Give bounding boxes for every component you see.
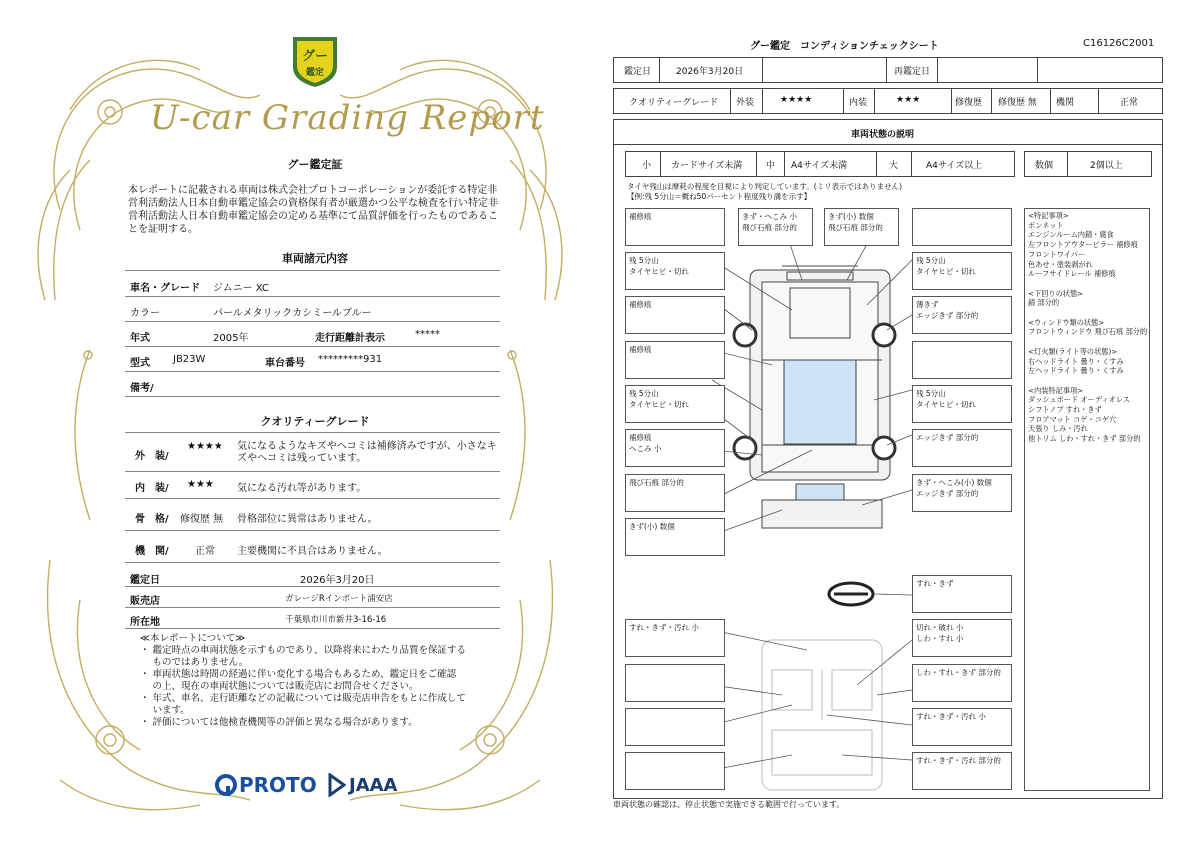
special-note-line: 天張り しみ・汚れ xyxy=(1028,424,1088,434)
damage-box-left-2: 残 5分山 タイヤヒビ・切れ xyxy=(625,252,725,290)
damage-box-right-5: 残 5分山 タイヤヒビ・切れ xyxy=(912,385,1012,423)
damage-box-left-11 xyxy=(625,708,725,746)
special-notes-list xyxy=(1028,211,1146,444)
car-interior-view xyxy=(762,640,882,790)
jaaa-mark-icon xyxy=(328,773,346,797)
damage-box-left-10 xyxy=(625,664,725,702)
goo-appraisal-badge xyxy=(289,33,341,89)
car-top-view xyxy=(750,266,890,528)
damage-box-left-12 xyxy=(625,752,725,790)
special-note-line: フロアマット コゲ・コゲ穴 xyxy=(1028,414,1117,424)
special-note-line xyxy=(1028,279,1146,289)
sheet-footer: 車両状態の確認は、停止状態で実施できる範囲で行っています。 xyxy=(613,800,845,809)
report-title: U-car Grading Report xyxy=(150,98,545,138)
damage-box-right-9: 切れ・破れ 小 しわ・すれ 小 xyxy=(912,619,1012,657)
sheet-title: グー鑑定 コンディションチェックシート xyxy=(750,41,939,52)
special-note-line: ダッシュボード オーディオレス xyxy=(1028,395,1130,405)
special-note-line: ルーフサイドレール 補修痕 xyxy=(1028,269,1116,279)
spec-row-model: 型式 JB23W 車台番号 *********931 xyxy=(125,347,500,372)
special-note-line: <灯火類(ライト等の状態)> xyxy=(1028,346,1118,356)
damage-box-left-8: きず(小) 数個 xyxy=(625,518,725,556)
date-row: 鑑定日 2026年3月20日 再鑑定日 xyxy=(613,57,1163,83)
sheet-code: C16126C2001 xyxy=(1083,38,1155,49)
special-note-line: ボンネット xyxy=(1028,220,1064,230)
quality-row-interior: 内 装/ ★★★ 気になる汚れ等があります。 xyxy=(125,472,500,499)
damage-box-left-7: 飛び石痕 部分的 xyxy=(625,474,725,512)
special-note-line: <下回りの状態> xyxy=(1028,288,1084,298)
steering-wheel-icon xyxy=(829,583,873,605)
spec-heading: 車両諸元内容 xyxy=(282,252,348,265)
svg-text:鑑定: 鑑定 xyxy=(305,68,325,78)
damage-box-left-1: 補修痕 xyxy=(625,208,725,246)
appraisal-date-row: 鑑定日 2026年3月20日 xyxy=(125,566,500,587)
special-note-line: 色あせ・塗装剥がれ xyxy=(1028,259,1093,269)
special-note-line: <特記事項> xyxy=(1028,211,1069,220)
certificate-intro: 本レポートに記載される車両は株式会社プロトコーポレーションが委託する特定非営利活動法人日本自動車鑑定協会の資格保有者が厳選かつ公平な検査を行い特定非営利活動法人日本自動車鑑定協会の定める基準にて品質評価を行ったものであることを証明する。 xyxy=(128,185,498,235)
spec-row-name: 車名・グレード ジムニー XC xyxy=(125,272,500,297)
special-note-line: 錆 部分的 xyxy=(1028,298,1060,308)
special-note-line xyxy=(1028,337,1146,347)
special-note-line: <ウィンドウ類の状態> xyxy=(1028,317,1105,327)
tire-note: タイヤ残山は摩耗の程度を目視により判定しています。(ミリ表示ではありません) xyxy=(627,182,903,191)
special-note-line: フロントワイパー xyxy=(1028,249,1086,259)
count-legend: 数個 2個以上 xyxy=(1024,151,1152,177)
special-note-line: 左フロントアウターピラー 補修痕 xyxy=(1028,240,1138,250)
damage-box-right-2: 残 5分山 タイヤヒビ・切れ xyxy=(912,252,1012,290)
damage-box-right-3: 薄きず エッジきず 部分的 xyxy=(912,296,1012,334)
quality-heading: クオリティーグレード xyxy=(260,415,370,428)
special-note-line: 左ヘッドライト 曇り・くすみ xyxy=(1028,366,1124,376)
report-notes: ≪本レポートについて≫ ・ 鑑定時点の車両状態を示すものであり、以降将来にわたり品質を保証する ものではありません。 ・ 車両状態は時間の経過に伴い変化する場合もあるため、鑑定日をご確認 の上、現在の車両状態については販売店にお問合せください。 ・ 年式、車名、走行距離などの記載については販売店申告をもとに作成して います。 ・ 評価については他検査機関等の評価と異なる場合があります。 xyxy=(140,633,467,728)
damage-box-left-5: 残 5分山 タイヤヒビ・切れ xyxy=(625,385,725,423)
tire-example: 【例:残 5分山＝概ね50パーセント程度残り溝を示す】 xyxy=(627,192,812,201)
spec-row-remarks: 備考/ xyxy=(125,372,500,397)
damage-box-right-12: すれ・きず・汚れ 部分的 xyxy=(912,752,1012,790)
spec-row-year: 年式 2005年 走行距離計表示 ***** xyxy=(125,322,500,347)
special-note-line: <内装特記事項> xyxy=(1028,385,1084,395)
special-note-line: シフトノブ すれ・きず xyxy=(1028,405,1102,414)
size-legend: 小 カードサイズ未満 中 A4サイズ未満 大 A4サイズ以上 xyxy=(625,151,1015,177)
special-note-line: フロントウィンドウ 飛び石痕 部分的 xyxy=(1028,327,1148,337)
certificate-heading: グー鑑定証 xyxy=(287,158,343,171)
quality-row-exterior: 外 装/ ★★★★ 気になるようなキズやヘコミは補修済みですが、小さなキズやヘコミは残っています。 xyxy=(125,435,500,472)
damage-box-hood-left: きず・へこみ 小 飛び石痕 部分的 xyxy=(738,208,813,246)
jaaa-logo: JAAA xyxy=(328,772,398,798)
explanation-heading: 車両状態の説明 xyxy=(851,130,915,140)
address-row: 所在地 千葉県市川市新井3-16-16 xyxy=(125,608,500,629)
special-note-line: 右ヘッドライト 曇り・くすみ xyxy=(1028,356,1124,366)
quality-row-engine: 機 関/ 正常 主要機関に不具合はありません。 xyxy=(125,535,500,563)
special-note-line: 他トリム しわ・すれ・きず 部分的 xyxy=(1028,434,1141,444)
damage-box-right-7: きず・へこみ(小) 数個 エッジきず 部分的 xyxy=(912,474,1012,512)
damage-box-right-11: すれ・きず・汚れ 小 xyxy=(912,708,1012,746)
damage-box-right-10: しわ・すれ・きず 部分的 xyxy=(912,664,1012,702)
shop-row: 販売店 ガレージRインポート浦安店 xyxy=(125,587,500,608)
svg-text:グー: グー xyxy=(301,49,329,64)
damage-box-left-3: 補修痕 xyxy=(625,296,725,334)
proto-mark-icon xyxy=(215,774,237,796)
special-notes-panel xyxy=(1024,208,1150,791)
damage-box-right-1 xyxy=(912,208,1012,246)
damage-box-right-6: エッジきず 部分的 xyxy=(912,429,1012,467)
damage-box-right-4 xyxy=(912,341,1012,379)
damage-box-left-6: 補修痕 へこみ 小 xyxy=(625,429,725,467)
quality-row-frame: 骨 格/ 修復歴 無 骨格部位に異常はありません。 xyxy=(125,503,500,531)
special-note-line xyxy=(1028,308,1146,318)
grade-row: クオリティーグレード 外装 ★★★★ 内装 ★★★ 修復歴 修復歴 無 機関 正常 xyxy=(613,88,1163,114)
spec-row-color: カラー パールメタリックカシミールブルー xyxy=(125,297,500,322)
damage-box-hood-right: きず(小) 数個 飛び石痕 部分的 xyxy=(824,208,899,246)
special-note-line xyxy=(1028,376,1146,386)
proto-logo: PROTO xyxy=(215,772,317,798)
special-note-line: エンジンルーム内錆・腐食 xyxy=(1028,230,1114,240)
damage-box-left-9: すれ・きず・汚れ 小 xyxy=(625,619,725,657)
damage-box-left-4: 補修痕 xyxy=(625,341,725,379)
damage-box-right-8: すれ・きず xyxy=(912,575,1012,613)
